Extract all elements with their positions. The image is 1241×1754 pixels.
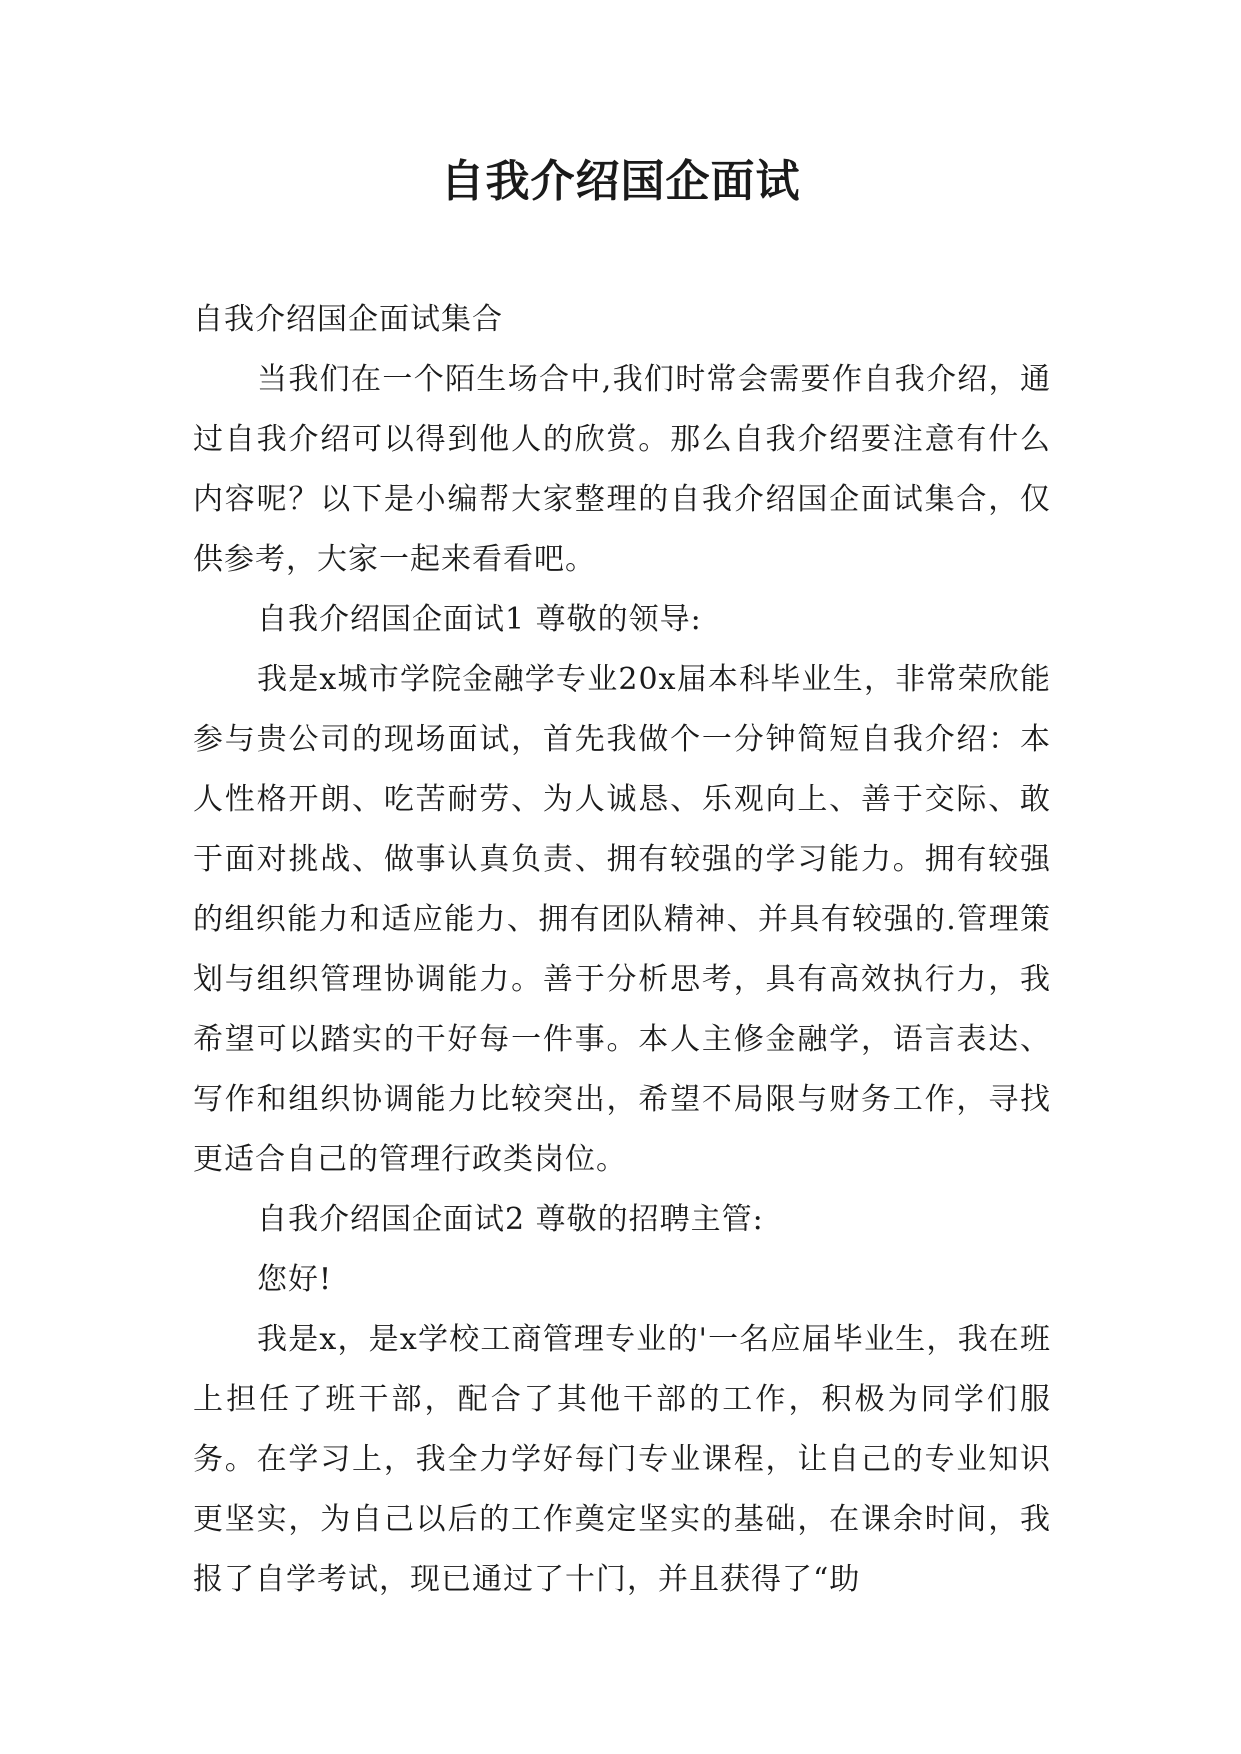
- paragraph-heading-2: 自我介绍国企面试2 尊敬的招聘主管:: [257, 1202, 764, 1237]
- paragraph-subtitle: 自我介绍国企面试集合: [193, 302, 503, 337]
- paragraph-intro: 当我们在一个陌生场合中,我们时常会需要作自我介绍，通过自我介绍可以得到他人的欣赏。那么自我介绍要注意有什么内容呢？以下是小编帮大家整理的自我介绍国企面试集合，仅供参考，大家一起来看看吧。: [193, 362, 1051, 577]
- document-title: 自我介绍国企面试: [440, 156, 801, 207]
- paragraph-heading-1: 自我介绍国企面试1 尊敬的领导:: [257, 602, 702, 637]
- paragraph-body-2: 我是x，是x学校工商管理专业的'一名应届毕业生，我在班上担任了班干部，配合了其他干部的工作，积极为同学们服务。在学习上，我全力学好每门专业课程，让自己的专业知识更坚实，为自己以后的工作奠定坚实的基础，在课余时间，我报了自学考试，现已通过了十门，并且获得了“助: [193, 1322, 1051, 1597]
- paragraph-greeting: 您好!: [257, 1262, 333, 1297]
- paragraph-body-1: 我是x城市学院金融学专业20x届本科毕业生，非常荣欣能参与贵公司的现场面试，首先我做个一分钟简短自我介绍：本人性格开朗、吃苦耐劳、为人诚恳、乐观向上、善于交际、敢于面对挑战、做事认真负责、拥有较强的学习能力。拥有较强的组织能力和适应能力、拥有团队精神、并具有较强的.管理策划与组织管理协调能力。善于分析思考，具有高效执行力，我希望可以踏实的干好每一件事。本人主修金融学，语言表达、写作和组织协调能力比较突出，希望不局限与财务工作，寻找更适合自己的管理行政类岗位。: [193, 662, 1051, 1177]
- document-body: [193, 290, 1051, 1610]
